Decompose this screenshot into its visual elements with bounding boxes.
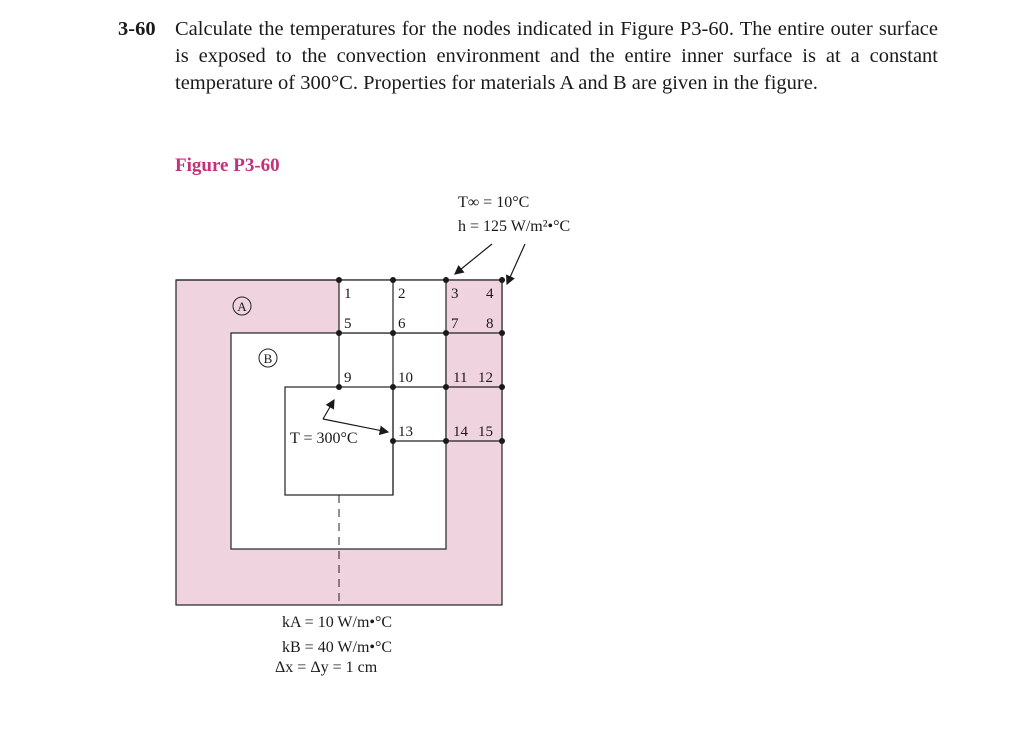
problem-text: Calculate the temperatures for the nodes indicated in Figure P3-60. The entire outer surface is exposed to the convection environment and the entire inner surface is at a constant temperature of 300°C. Properties for materials A and B are given in the figure. bbox=[175, 18, 938, 94]
node-2-label: 2 bbox=[398, 286, 406, 302]
node-5-label: 5 bbox=[344, 316, 352, 332]
figure-caption: Figure P3-60 bbox=[175, 155, 280, 176]
node-15-label: 15 bbox=[478, 424, 493, 440]
node-8-label: 8 bbox=[486, 316, 494, 332]
node-1-label: 1 bbox=[344, 286, 352, 302]
convection-arrow-right bbox=[507, 244, 525, 284]
node-14-label: 14 bbox=[453, 424, 468, 440]
problem-number: 3-60 bbox=[118, 18, 156, 40]
node-12-label: 12 bbox=[478, 370, 493, 386]
inner-temp-label: T = 300°C bbox=[290, 430, 358, 447]
node-3-label: 3 bbox=[451, 286, 459, 302]
h-label: h = 125 W/m²•°C bbox=[458, 218, 571, 235]
node-6-label: 6 bbox=[398, 316, 406, 332]
convection-arrow-left bbox=[455, 244, 492, 274]
node-11-label: 11 bbox=[453, 370, 468, 386]
k-b-label: kB = 40 W/m•°C bbox=[282, 639, 393, 656]
region-a-label: A bbox=[237, 299, 247, 314]
t-inf-label: T∞ = 10°C bbox=[458, 194, 530, 211]
k-a-label: kA = 10 W/m•°C bbox=[282, 614, 393, 631]
node-9-label: 9 bbox=[344, 370, 352, 386]
node-4-label: 4 bbox=[486, 286, 494, 302]
spacing-label: Δx = Δy = 1 cm bbox=[275, 659, 378, 676]
node-10-label: 10 bbox=[398, 370, 413, 386]
node-13-label: 13 bbox=[398, 424, 413, 440]
region-b-label: B bbox=[263, 351, 273, 366]
node-7-label: 7 bbox=[451, 316, 459, 332]
